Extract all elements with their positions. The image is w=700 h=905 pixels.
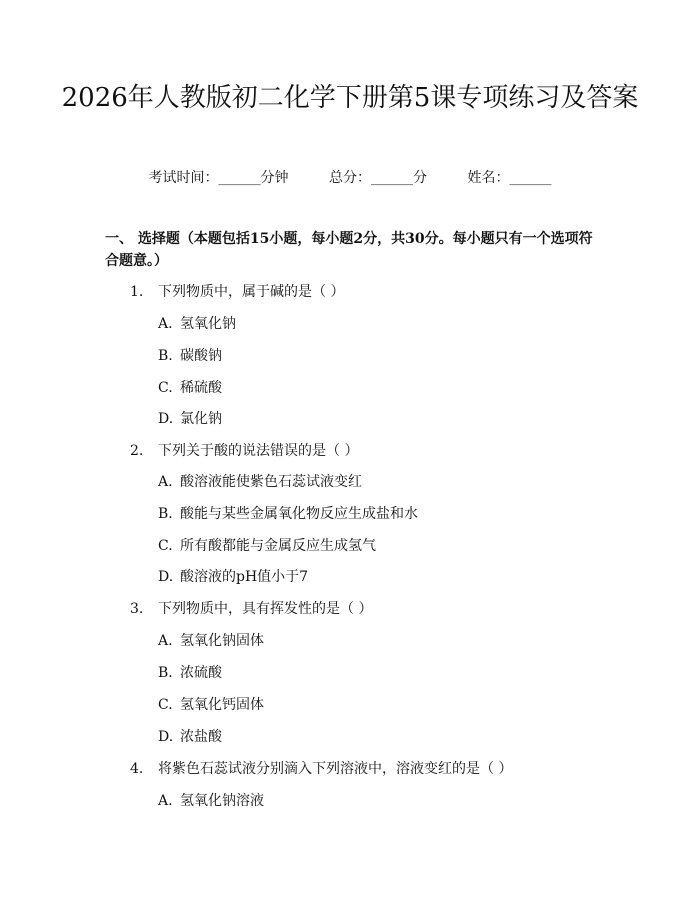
option-text: 氢氧化钙固体 (180, 697, 264, 713)
question-1-option-a (158, 314, 236, 334)
question-3-option-c (158, 695, 264, 715)
question-2-option-b (158, 504, 418, 524)
option-text: 稀硫酸 (180, 380, 222, 396)
exam-time-field: 考试时间：______分钟 (148, 170, 289, 186)
option-text: 酸溶液的pH值小于7 (180, 569, 309, 585)
option-letter: A. (158, 793, 173, 809)
option-text: 酸能与某些金属氧化物反应生成盐和水 (180, 506, 418, 522)
option-letter: D. (158, 411, 174, 427)
option-text: 氢氧化钠固体 (180, 633, 264, 649)
question-4 (130, 759, 512, 779)
option-text: 氢氧化钠 (180, 316, 236, 332)
option-text: 酸溶液能使紫色石蕊试液变红 (180, 474, 362, 490)
student-name-field: 姓名：______ (467, 170, 552, 186)
question-number: 3. (130, 601, 144, 617)
question-number: 1. (130, 284, 144, 300)
option-letter: B. (158, 506, 173, 522)
question-2-option-d (158, 567, 308, 587)
question-3-option-d (158, 727, 222, 747)
option-letter: D. (158, 729, 174, 745)
question-text: 下列关于酸的说法错误的是（ ） (158, 443, 359, 459)
option-letter: A. (158, 316, 173, 332)
question-2 (130, 441, 358, 461)
question-3-option-a (158, 631, 264, 651)
option-letter: C. (158, 380, 173, 396)
question-3-option-b (158, 663, 222, 683)
question-3 (130, 599, 372, 619)
question-number: 2. (130, 443, 144, 459)
question-text: 下列物质中，具有挥发性的是（ ） (158, 601, 373, 617)
total-score-field: 总分：______分 (329, 170, 427, 186)
option-text: 浓盐酸 (180, 729, 222, 745)
option-text: 碳酸钠 (180, 348, 222, 364)
option-letter: D. (158, 569, 174, 585)
option-letter: C. (158, 538, 173, 554)
option-text: 氯化钠 (180, 411, 222, 427)
document-title: 2026年人教版初二化学下册第5课专项练习及答案 (61, 83, 639, 113)
question-1-option-b (158, 346, 222, 366)
question-1 (130, 282, 344, 302)
question-1-option-d (158, 409, 222, 429)
question-text: 将紫色石蕊试液分别滴入下列溶液中，溶液变红的是（ ） (158, 761, 513, 777)
question-1-option-c (158, 378, 222, 398)
question-2-option-a (158, 472, 362, 492)
option-text: 所有酸都能与金属反应生成氢气 (180, 538, 376, 554)
option-letter: C. (158, 697, 173, 713)
question-text: 下列物质中，属于碱的是（ ） (158, 284, 345, 300)
option-text: 氢氧化钠溶液 (180, 793, 264, 809)
option-text: 浓硫酸 (180, 665, 222, 681)
question-4-option-a (158, 791, 264, 811)
exam-info (0, 168, 700, 188)
option-letter: B. (158, 665, 173, 681)
option-letter: B. (158, 348, 173, 364)
option-letter: A. (158, 633, 173, 649)
question-2-option-c (158, 536, 376, 556)
question-number: 4. (130, 761, 144, 777)
option-letter: A. (158, 474, 173, 490)
section-heading: 一、 选择题（本题包括15小题，每小题2分，共30分。每小题只有一个选项符合题意。） (105, 231, 593, 269)
